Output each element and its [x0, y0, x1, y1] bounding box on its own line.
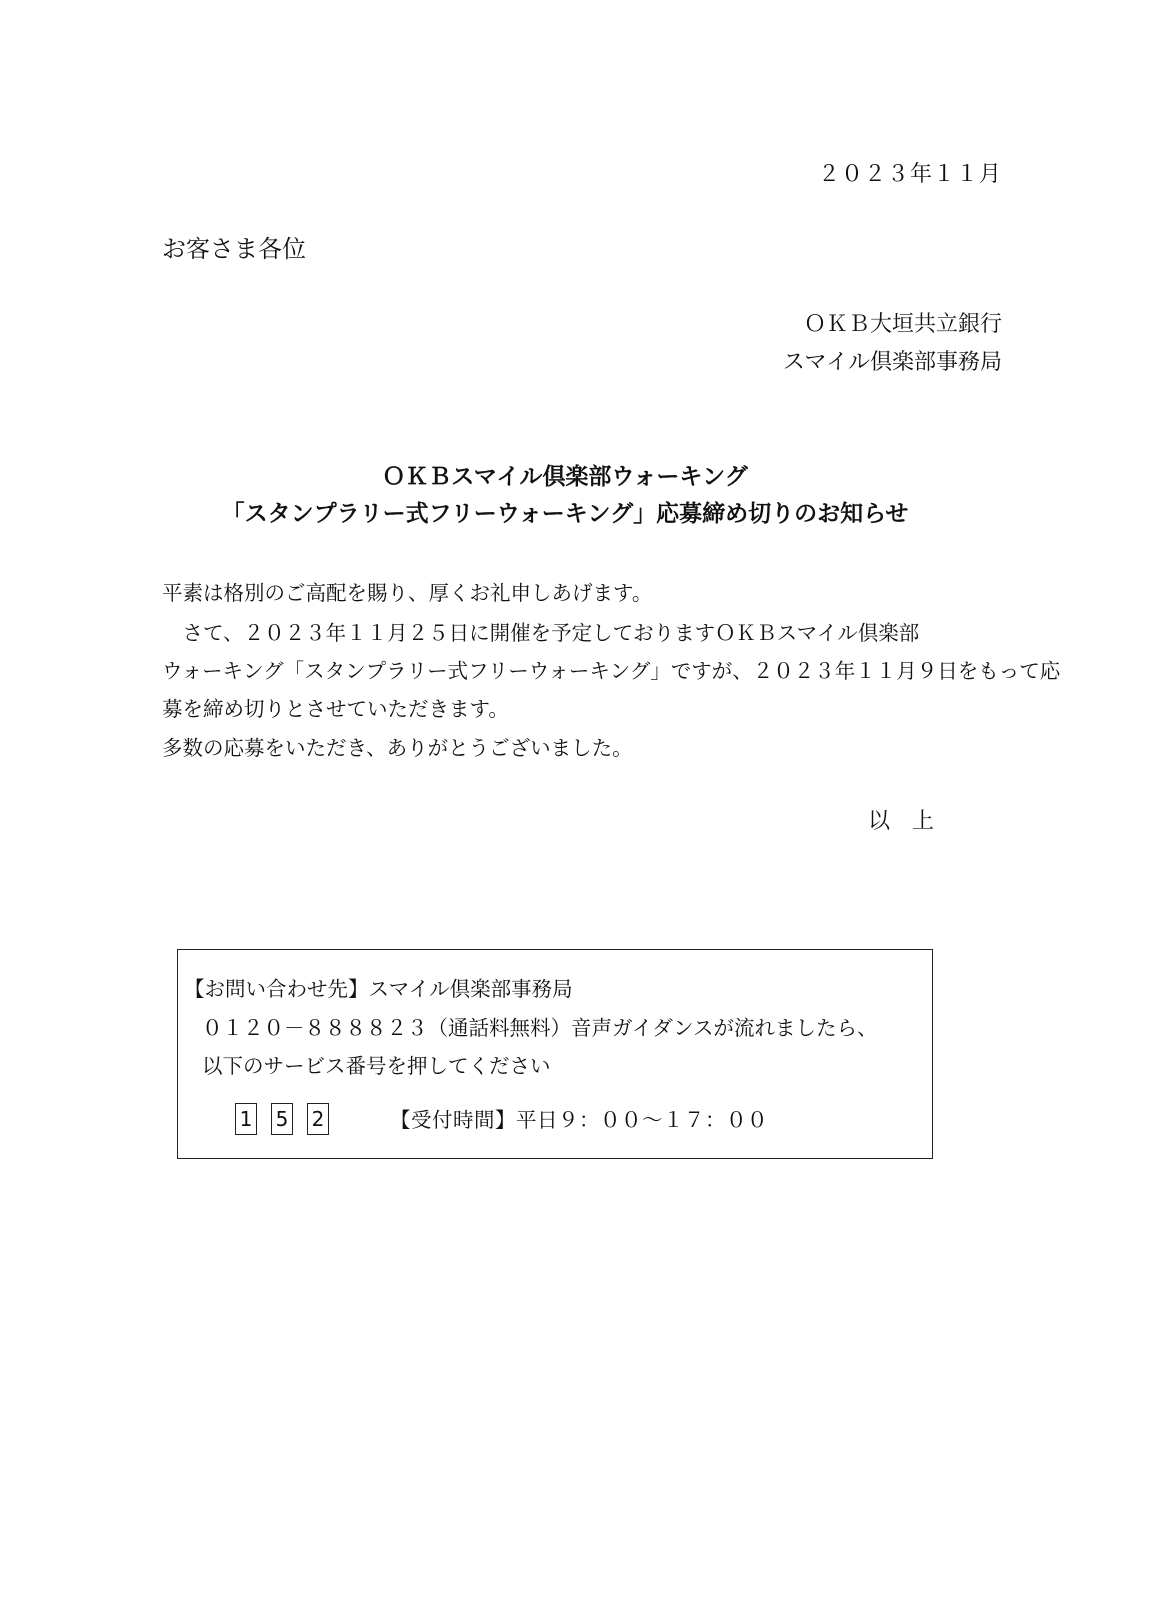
sender-organization: ＯＫＢ大垣共立銀行 [803, 312, 1002, 337]
document-title-line-2: 「スタンプラリー式フリーウォーキング」応募締め切りのお知らせ [221, 501, 909, 527]
contact-heading: 【お問い合わせ先】スマイル倶楽部事務局 [184, 977, 573, 1001]
sender-department: スマイル倶楽部事務局 [782, 350, 1002, 375]
service-code-digit: 1 [235, 1103, 257, 1135]
body-line-3: ウォーキング「スタンプラリー式フリーウォーキング」ですが、２０２３年１１月９日をもって応 [162, 659, 1061, 683]
closing-mark: 以 上 [868, 809, 935, 834]
contact-info-box [177, 949, 933, 1159]
body-line-1: 平素は格別のご高配を賜り、厚くお礼申しあげます。 [162, 581, 653, 605]
body-line-5: 多数の応募をいただき、ありがとうございました。 [162, 736, 633, 760]
contact-instruction-line: 以下のサービス番号を押してください [202, 1054, 551, 1078]
service-code-group [235, 1103, 329, 1135]
document-date: ２０２３年１１月 [817, 162, 1002, 187]
salutation: お客さま各位 [162, 235, 306, 263]
document-title-line-1: ＯＫＢスマイル倶楽部ウォーキング [382, 464, 748, 490]
reception-hours: 【受付時間】平日９：００～１７：００ [390, 1108, 768, 1132]
service-code-digit: 5 [271, 1103, 293, 1135]
body-line-4: 募を締め切りとさせていただきます。 [162, 697, 509, 721]
service-code-digit: 2 [307, 1103, 329, 1135]
body-line-2: さて、２０２３年１１月２５日に開催を予定しておりますＯＫＢスマイル倶楽部 [162, 621, 920, 645]
contact-phone-line: ０１２０－８８８８２３（通話料無料）音声ガイダンスが流れましたら、 [202, 1016, 878, 1040]
